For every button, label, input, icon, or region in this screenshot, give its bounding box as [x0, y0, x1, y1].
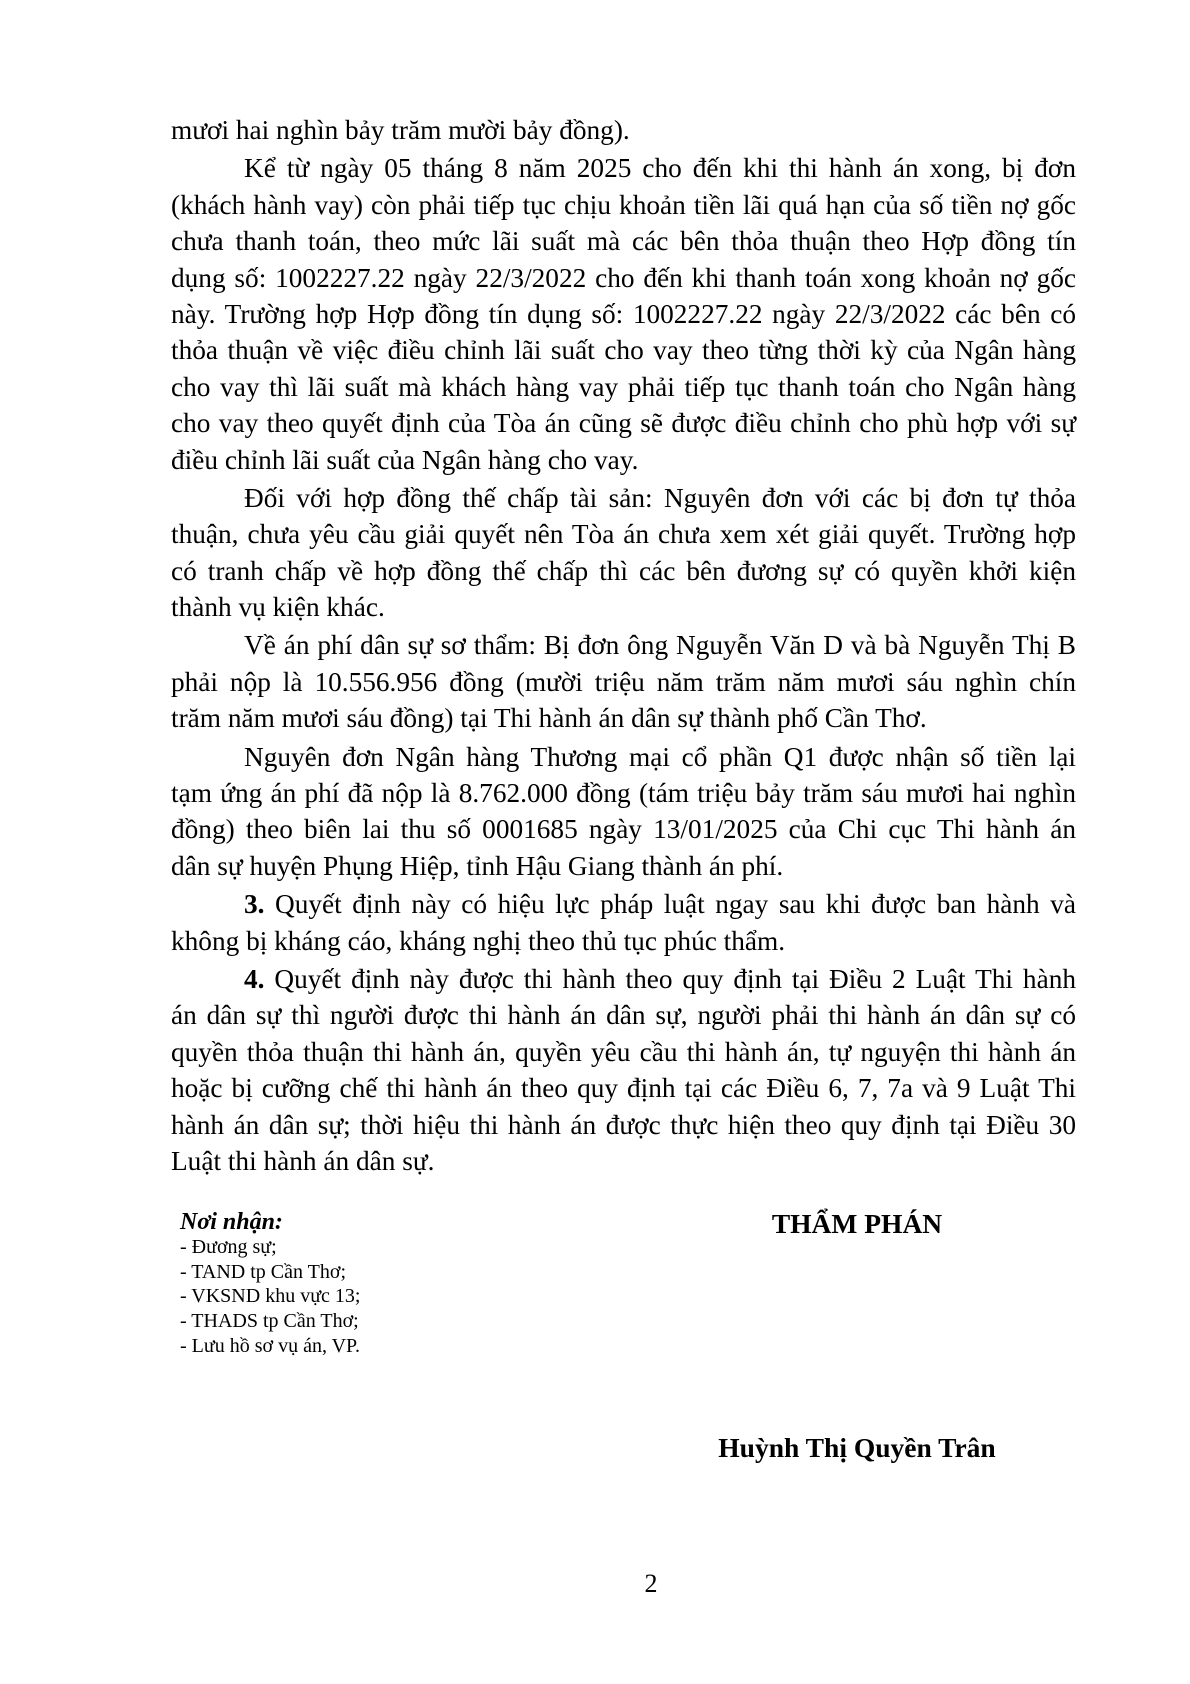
body-line: này. Trường hợp Hợp đồng tín dụng số: 1002227.22 ngày 22/3/2022 các bên có — [171, 298, 1076, 329]
body-line: Nguyên đơn Ngân hàng Thương mại cổ phần Q1 được nhận số tiền lại — [244, 741, 1076, 772]
recipient-item: - TAND tp Cần Thơ; — [180, 1260, 347, 1283]
body-line: Kể từ ngày 05 tháng 8 năm 2025 cho đến khi thi hành án xong, bị đơn — [244, 153, 1076, 184]
body-line: thuận, chưa yêu cầu giải quyết nên Tòa án chưa xem xét giải quyết. Trường hợp — [171, 519, 1076, 550]
paragraph — [171, 886, 1076, 959]
body-line: có tranh chấp về hợp đồng thế chấp thì các bên đương sự có quyền khởi kiện — [171, 555, 1076, 586]
body-line — [171, 886, 1076, 922]
judge-title: THẨM PHÁN — [771, 1208, 943, 1239]
body-line — [171, 961, 1076, 997]
body-line: chưa thanh toán, theo mức lãi suất mà các bên thỏa thuận theo Hợp đồng tín — [171, 226, 1076, 257]
recipient-item: - VKSND khu vực 13; — [180, 1285, 361, 1308]
document-body — [171, 112, 1076, 1179]
body-line-text: Quyết định này có hiệu lực pháp luật ngay sau khi được ban hành và — [275, 889, 1077, 920]
body-line: thành vụ kiện khác. — [171, 592, 385, 623]
body-line: hành án dân sự; thời hiệu thi hành án được thực hiện theo quy định tại Điều 30 — [171, 1109, 1076, 1140]
body-line: Đối với hợp đồng thế chấp tài sản: Nguyên đơn với các bị đơn tự thỏa — [244, 482, 1076, 513]
clause-number: 4. — [244, 963, 265, 994]
recipient-item: - THADS tp Cần Thơ; — [180, 1310, 359, 1333]
body-line: Về án phí dân sự sơ thẩm: Bị đơn ông Nguyễn Văn D và bà Nguyễn Thị B — [244, 630, 1076, 661]
body-line: quyền thỏa thuận thi hành án, quyền yêu cầu thi hành án, tự nguyện thi hành án — [171, 1036, 1076, 1067]
body-line: điều chỉnh lãi suất của Ngân hàng cho vay. — [171, 444, 639, 475]
body-line-text: Quyết định này được thi hành theo quy định tại Điều 2 Luật Thi hành — [274, 963, 1076, 994]
paragraph — [171, 150, 1076, 478]
recipient-item: - Lưu hồ sơ vụ án, VP. — [180, 1334, 360, 1357]
body-line: tạm ứng án phí đã nộp là 8.762.000 đồng (tám triệu bảy trăm sáu mươi hai nghìn — [171, 778, 1076, 809]
body-line: không bị kháng cáo, kháng nghị theo thủ tục phúc thẩm. — [171, 925, 786, 956]
body-line: án dân sự thì người được thi hành án dân sự, người phải thi hành án dân sự có — [171, 1000, 1076, 1031]
paragraph — [171, 480, 1076, 626]
clause-number: 3. — [244, 889, 265, 920]
body-line: dụng số: 1002227.22 ngày 22/3/2022 cho đến khi thanh toán xong khoản nợ gốc — [171, 262, 1076, 293]
body-line: hoặc bị cưỡng chế thi hành án theo quy định tại các Điều 6, 7, 7a và 9 Luật Thi — [171, 1073, 1076, 1104]
body-line: mươi hai nghìn bảy trăm mười bảy đồng). — [171, 115, 630, 145]
page-number: 2 — [644, 1569, 658, 1598]
body-line: đồng) theo biên lai thu số 0001685 ngày 13/01/2025 của Chi cục Thi hành án — [171, 814, 1076, 845]
recipients-heading: Nơi nhận: — [180, 1209, 283, 1235]
body-line: cho vay theo quyết định của Tòa án cũng sẽ được điều chỉnh cho phù hợp với sự — [171, 408, 1076, 439]
body-line: dân sự huyện Phụng Hiệp, tỉnh Hậu Giang thành án phí. — [171, 850, 784, 881]
body-line: cho vay thì lãi suất mà khách hàng vay phải tiếp tục thanh toán cho Ngân hàng — [171, 371, 1076, 402]
recipients-block — [180, 1209, 360, 1359]
judge-name: Huỳnh Thị Quyền Trân — [718, 1432, 996, 1463]
recipient-item: - Đương sự; — [180, 1236, 277, 1258]
paragraph — [171, 627, 1076, 736]
body-line: phải nộp là 10.556.956 đồng (mười triệu năm trăm năm mươi sáu nghìn chín — [171, 666, 1076, 697]
body-line: (khách hành vay) còn phải tiếp tục chịu khoản tiền lãi quá hạn của số tiền nợ gốc — [171, 189, 1076, 220]
paragraph — [171, 112, 1076, 148]
paragraph — [171, 961, 1076, 1179]
body-line: thỏa thuận về việc điều chỉnh lãi suất cho vay theo từng thời kỳ của Ngân hàng — [171, 335, 1076, 366]
body-line: Luật thi hành án dân sự. — [171, 1145, 435, 1176]
paragraph — [171, 739, 1076, 885]
body-line: trăm năm mươi sáu đồng) tại Thi hành án dân sự thành phố Cần Thơ. — [171, 703, 927, 734]
